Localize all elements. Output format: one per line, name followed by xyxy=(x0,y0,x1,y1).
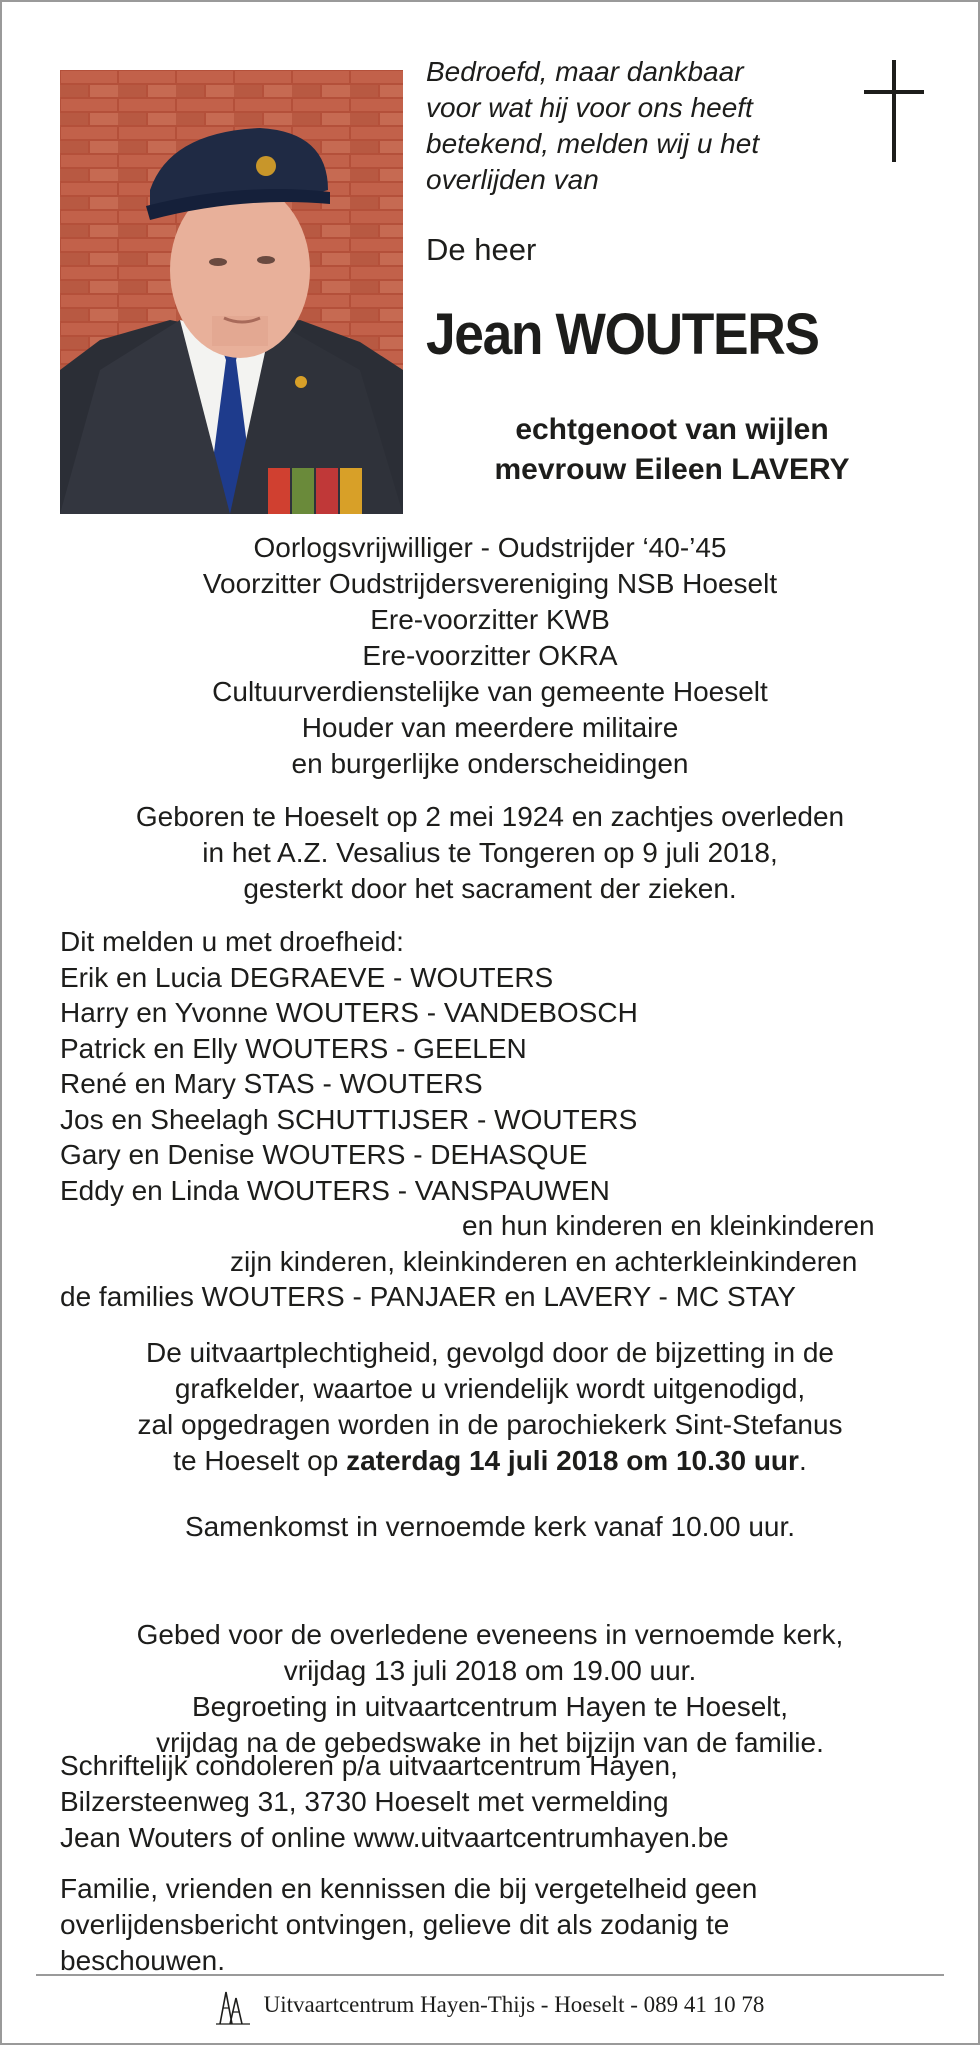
funeral-date-prefix: te Hoeselt op xyxy=(173,1445,347,1476)
title-line: en burgerlijke onderscheidingen xyxy=(291,748,689,779)
honorary-titles xyxy=(60,530,920,782)
family-list xyxy=(60,924,920,1315)
family-couple: Gary en Denise WOUTERS - DEHASQUE xyxy=(60,1139,588,1170)
title-line: Ere-voorzitter KWB xyxy=(370,604,610,635)
condolence-line: Schriftelijk condoleren p/a uitvaartcentrum Hayen, xyxy=(60,1750,678,1781)
title-line: Oorlogsvrijwilliger - Oudstrijder ‘40-’45 xyxy=(253,532,727,563)
footer-divider xyxy=(36,1974,944,1976)
disclaimer-line: Familie, vrienden en kennissen die bij vergetelheid geen xyxy=(60,1873,758,1904)
spouse-line: echtgenoot van wijlen xyxy=(515,413,829,446)
title-line: Ere-voorzitter OKRA xyxy=(362,640,618,671)
prayer-line: vrijdag 13 juli 2018 om 19.00 uur. xyxy=(283,1655,697,1686)
prayer-info xyxy=(60,1617,920,1761)
family-descendants: zijn kinderen, kleinkinderen en achterkleinkinderen xyxy=(230,1245,858,1277)
funeral-line: grafkelder, waartoe u vriendelijk wordt uitgenodigd, xyxy=(174,1373,806,1404)
condolence-line: Jean Wouters of online www.uitvaartcentrumhayen.be xyxy=(60,1822,729,1853)
birth-death-line: in het A.Z. Vesalius te Tongeren op 9 juli 2018, xyxy=(202,837,778,868)
portrait-photo xyxy=(60,70,403,514)
funeral-line: zal opgedragen worden in de parochiekerk Sint-Stefanus xyxy=(137,1409,843,1440)
title-line: Voorzitter Oudstrijdersvereniging NSB Hoeselt xyxy=(202,568,778,599)
disclaimer-line: overlijdensbericht ontvingen, gelieve dit als zodanig te xyxy=(60,1909,730,1940)
family-couple: Eddy en Linda WOUTERS - VANSPAUWEN xyxy=(60,1174,610,1206)
prayer-line: Gebed voor de overledene eveneens in vernoemde kerk, xyxy=(136,1619,844,1650)
intro-line: Bedroefd, maar dankbaar xyxy=(426,56,744,87)
gathering-info xyxy=(60,1509,920,1545)
trees-logo-icon xyxy=(216,1988,250,2026)
spouse-line: mevrouw Eileen LAVERY xyxy=(494,453,850,486)
family-couple: René en Mary STAS - WOUTERS xyxy=(60,1068,483,1099)
birth-death-info xyxy=(60,799,920,907)
salutation: De heer xyxy=(426,232,537,267)
funeral-line: De uitvaartplechtigheid, gevolgd door de bijzetting in de xyxy=(145,1337,834,1368)
family-intro: Dit melden u met droefheid: xyxy=(60,926,404,957)
cross-icon xyxy=(864,60,924,162)
title-line: Cultuurverdienstelijke van gemeente Hoeselt xyxy=(212,676,768,707)
deceased-name: Jean WOUTERS xyxy=(426,302,819,367)
disclaimer-line: beschouwen. xyxy=(60,1945,226,1976)
prayer-line: vrijdag na de gebedswake in het bijzijn van de familie. xyxy=(156,1727,824,1758)
intro-line: voor wat hij voor ons heeft xyxy=(426,92,753,123)
family-couple: Erik en Lucia DEGRAEVE - WOUTERS xyxy=(60,961,554,993)
birth-death-line: Geboren te Hoeselt op 2 mei 1924 en zachtjes overleden xyxy=(135,801,845,832)
prayer-line: Begroeting in uitvaartcentrum Hayen te Hoeselt, xyxy=(191,1691,789,1722)
family-couple: Jos en Sheelagh SCHUTTIJSER - WOUTERS xyxy=(60,1103,638,1135)
funeral-date-suffix: . xyxy=(798,1445,807,1476)
family-families: de families WOUTERS - PANJAER en LAVERY - MC STAY xyxy=(60,1281,796,1312)
condolence-info xyxy=(60,1748,920,1856)
family-couple: Harry en Yvonne WOUTERS - VANDEBOSCH xyxy=(60,997,638,1028)
footer-text: Uitvaartcentrum Hayen-Thijs - Hoeselt - 089 41 10 78 xyxy=(263,1992,765,2017)
notice-disclaimer xyxy=(60,1871,920,1979)
family-couple: Patrick en Elly WOUTERS - GEELEN xyxy=(60,1032,527,1064)
spouse-info xyxy=(422,410,922,490)
gathering-line: Samenkomst in vernoemde kerk vanaf 10.00 uur. xyxy=(184,1511,796,1542)
funeral-date: zaterdag 14 juli 2018 om 10.30 uur xyxy=(346,1445,799,1476)
condolence-line: Bilzersteenweg 31, 3730 Hoeselt met vermelding xyxy=(60,1786,669,1817)
funeral-date-line xyxy=(60,1443,920,1479)
funeral-info xyxy=(60,1335,920,1479)
footer xyxy=(2,1984,978,2026)
family-grandchildren: en hun kinderen en kleinkinderen xyxy=(462,1210,875,1241)
intro-line: overlijden van xyxy=(426,164,599,195)
intro-line: betekend, melden wij u het xyxy=(426,128,760,159)
birth-death-line: gesterkt door het sacrament der zieken. xyxy=(243,873,737,904)
intro-text xyxy=(426,54,826,198)
title-line: Houder van meerdere militaire xyxy=(301,712,679,743)
